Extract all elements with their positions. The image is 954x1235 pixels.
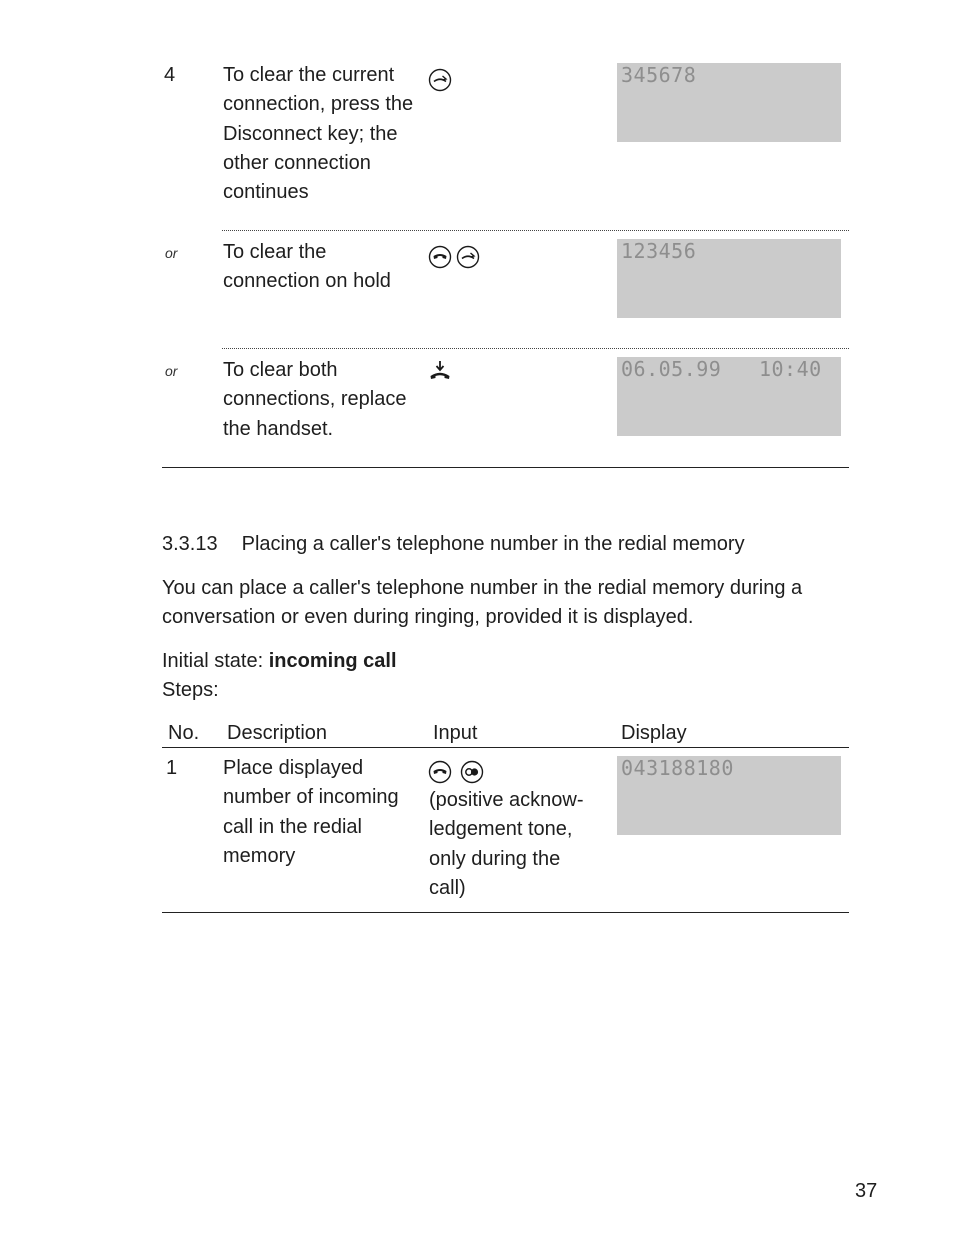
- column-header-no: No.: [168, 722, 200, 744]
- description-line: other connection: [223, 151, 371, 174]
- lcd-display: [617, 239, 841, 318]
- description-line: connections, replace: [223, 388, 407, 411]
- description-line: memory: [223, 844, 296, 867]
- disconnect-key-icon: [456, 245, 480, 269]
- paragraph-line: You can place a caller's telephone number in the redial memory during a: [162, 577, 803, 599]
- display-text: 043188180: [621, 756, 734, 780]
- lcd-display: [617, 357, 841, 436]
- record-key-icon: [460, 760, 484, 784]
- description-line: Disconnect key; the: [223, 122, 398, 145]
- dotted-divider: [222, 348, 849, 349]
- description-line: call in the redial: [223, 815, 362, 838]
- initial-state-label: Initial state:: [162, 650, 264, 672]
- column-header-input: Input: [433, 722, 478, 744]
- initial-state-value: incoming call: [268, 650, 397, 672]
- or-label: or: [165, 363, 178, 379]
- input-note-line: (positive acknow-: [429, 789, 584, 811]
- step-description: [223, 238, 391, 297]
- hold-key-icon: [428, 245, 452, 269]
- or-label: or: [165, 245, 178, 261]
- description-line: continues: [223, 181, 309, 204]
- table-header-divider: [162, 747, 849, 748]
- description-line: number of incoming: [223, 786, 399, 809]
- step-number: 4: [164, 64, 176, 86]
- step-description: [223, 754, 399, 871]
- column-header-display: Display: [621, 722, 687, 744]
- replace-handset-icon: [428, 359, 452, 383]
- step-description: [223, 61, 413, 207]
- dotted-divider: [222, 230, 849, 231]
- input-note: [429, 786, 584, 903]
- description-line: the handset.: [223, 417, 334, 440]
- table-bottom-divider: [162, 912, 849, 913]
- intro-paragraph: [162, 574, 802, 633]
- description-line: To clear the current: [223, 64, 395, 86]
- page-number: 37: [855, 1180, 878, 1202]
- disconnect-key-icon: [428, 68, 452, 92]
- paragraph-line: conversation or even during ringing, provided it is displayed.: [162, 606, 694, 629]
- description-line: To clear the: [223, 241, 327, 263]
- description-line: connection, press the: [223, 93, 414, 116]
- display-text: 345678: [621, 63, 697, 87]
- step-description: [223, 356, 406, 444]
- display-text: 123456: [621, 239, 697, 263]
- initial-state: [162, 647, 397, 676]
- section-divider: [162, 467, 849, 468]
- display-text: 06.05.99 10:40: [621, 357, 822, 381]
- section-heading: [162, 530, 745, 559]
- lcd-display: [617, 756, 841, 835]
- column-header-description: Description: [227, 722, 328, 744]
- steps-label: Steps:: [162, 679, 219, 701]
- description-line: To clear both: [223, 359, 338, 381]
- input-note-line: ledgement tone,: [429, 818, 573, 841]
- input-note-line: call): [429, 876, 466, 899]
- section-title: Placing a caller's telephone number in the redial memory: [241, 533, 745, 555]
- input-note-line: only during the: [429, 847, 561, 870]
- step-number: 1: [166, 757, 178, 779]
- lcd-display: [617, 63, 841, 142]
- section-number: 3.3.13: [162, 533, 218, 555]
- description-line: Place displayed: [223, 757, 364, 779]
- description-line: connection on hold: [223, 270, 391, 293]
- hold-key-icon: [428, 760, 452, 784]
